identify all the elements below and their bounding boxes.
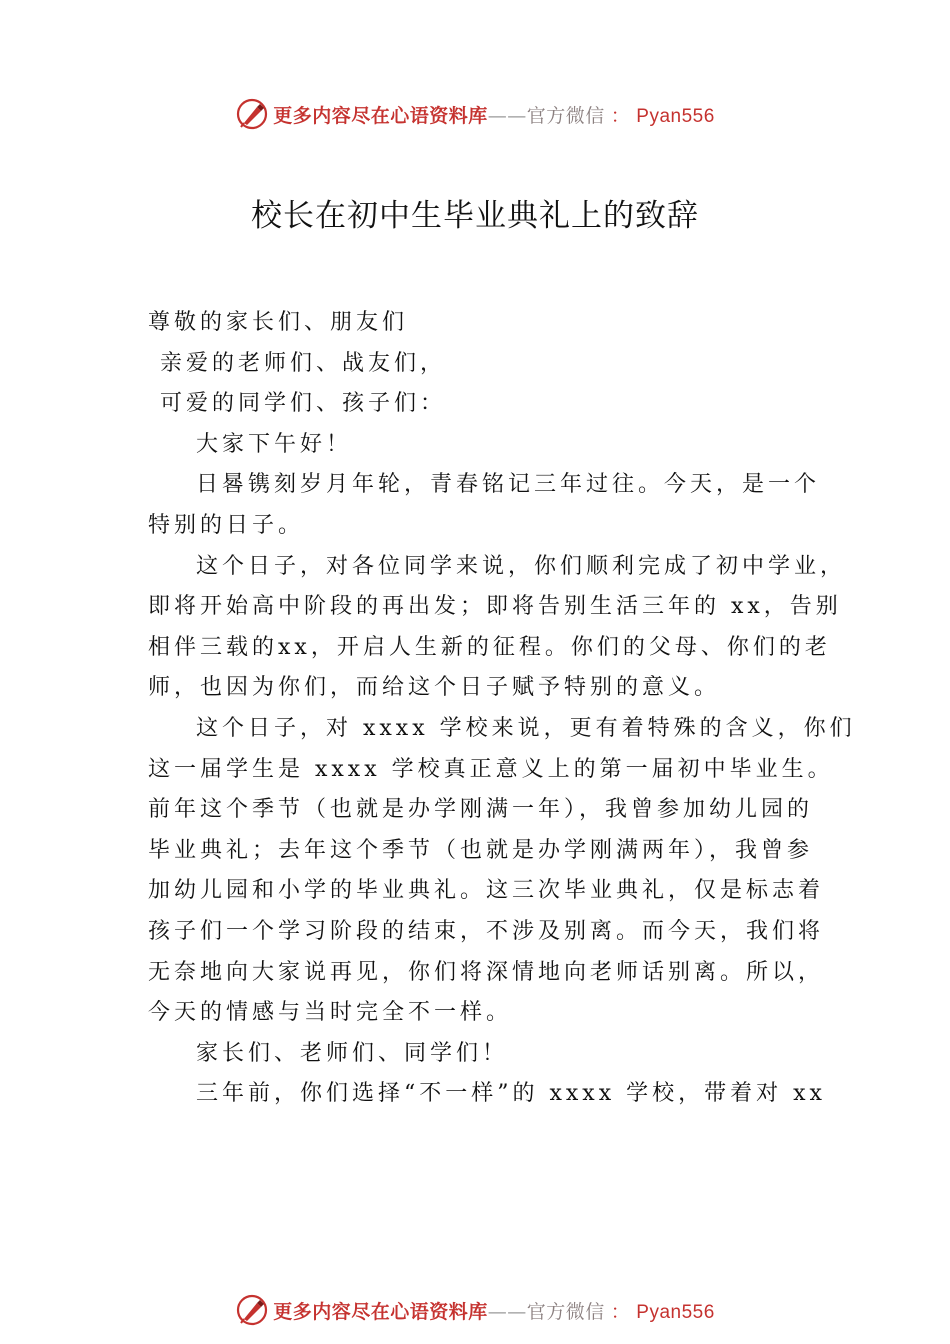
paragraph-line: 日晷镌刻岁月年轮，青春铭记三年过往。今天，是一个 [196, 472, 821, 498]
banner-dash: —— [487, 1300, 527, 1323]
paragraph-line: 师，也因为你们，而给这个日子赋予特别的意义。 [148, 675, 721, 701]
salutation-line: 可爱的同学们、孩子们： [160, 391, 447, 417]
banner-wechat-id: Pyan556 [636, 1301, 715, 1323]
banner-colon: ： [610, 1300, 631, 1323]
paragraph-line: 孩子们一个学习阶段的结束，不涉及别离。而今天，我们将 [148, 918, 825, 944]
fountain-pen-icon [235, 1293, 269, 1327]
paragraph-line: 无奈地向大家说再见，你们将深情地向老师话别离。所以， [148, 959, 825, 985]
banner-text [273, 101, 715, 128]
paragraph-line: 今天的情感与当时完全不一样。 [148, 1000, 513, 1026]
header-banner [0, 94, 950, 134]
banner-text [273, 1297, 715, 1324]
paragraph-line: 大家下午好！ [196, 431, 353, 457]
footer-banner [0, 1290, 950, 1330]
page-title: 校长在初中生毕业典礼上的致辞 [251, 198, 699, 234]
banner-official: 官方微信 [526, 104, 605, 127]
paragraph-line: 这个日子，对 xxxx 学校来说，更有着特殊的含义，你们 [196, 715, 856, 741]
paragraph-line: 这个日子，对各位同学来说，你们顺利完成了初中学业， [196, 553, 847, 579]
paragraph-line: 特别的日子。 [148, 512, 305, 538]
paragraph-line: 家长们、老师们、同学们！ [196, 1040, 509, 1066]
banner-brand: 更多内容尽在心语资料库 [273, 1300, 488, 1323]
paragraph-line: 毕业典礼；去年这个季节（也就是办学刚满两年），我曾参 [148, 837, 814, 863]
banner-dash: —— [487, 104, 527, 127]
salutation-line: 亲爱的老师们、战友们， [160, 350, 447, 376]
paragraph-line: 相伴三载的xx，开启人生新的征程。你们的父母、你们的老 [148, 634, 831, 660]
banner-brand: 更多内容尽在心语资料库 [273, 104, 488, 127]
banner-official: 官方微信 [526, 1300, 605, 1323]
salutation-line: 尊敬的家长们、朋友们 [148, 310, 409, 335]
paragraph-line: 加幼儿园和小学的毕业典礼。这三次毕业典礼，仅是标志着 [148, 878, 825, 904]
fountain-pen-icon [235, 97, 269, 131]
paragraph-line: 即将开始高中阶段的再出发；即将告别生活三年的 xx，告别 [148, 594, 842, 620]
paragraph-line: 三年前，你们选择“不一样”的 xxxx 学校，带着对 xx [196, 1081, 826, 1107]
paragraph-line: 前年这个季节（也就是办学刚满一年），我曾参加幼儿园的 [148, 797, 814, 823]
document-body [148, 303, 856, 1115]
banner-wechat-id: Pyan556 [636, 105, 715, 127]
banner-colon: ： [610, 104, 631, 127]
paragraph-line: 这一届学生是 xxxx 学校真正意义上的第一届初中毕业生。 [148, 756, 834, 782]
